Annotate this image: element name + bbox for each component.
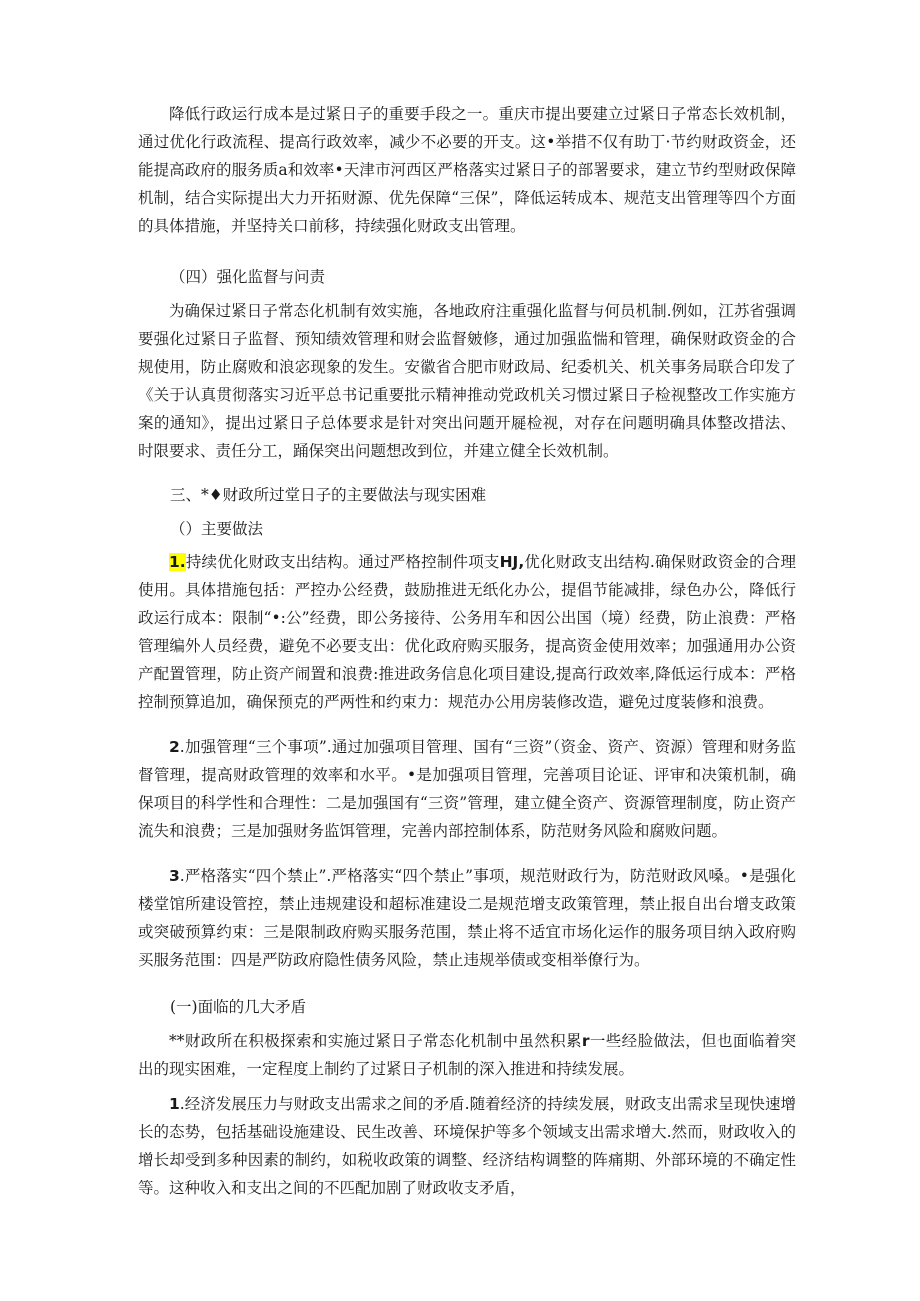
paragraph-supervision: 为确保过紧日子常态化机制有效实施，各地政府注重强化监督与何员机制.例如，江苏省强调要强化过紧日子监督、预知绩效管理和财会监督皴修，通过加强监惴和管理，确保财政资金的合规使用，防止腐败和浪宓现象的发生。安徽省合肥市财政局、纪委机关、机关事务局联合印发了《关于认真贯彻落实习近平总书记重要批示精神推动党政机关习惯过紧日子检视整改工作实施方案的通知》，提出过紧日子总体要求是针对突出问题开屣检视，对存在问题明确具体整改措法、时限要求、责任分工，踊保突出问题想改到位，并建立健全长效机制。 [138,302,796,460]
item-4-number: 1 [169,1095,180,1113]
item-4-text: .经济发展压力与财政支出需求之间的矛盾.随着经济的持续发展，财政支出需求呈现快速增长的态势，包括基础设施建设、民生改善、环境保护等多个领域支出需求增大.然而，财政收入的增长却受到多种因素的制约，如税收政策的调整、经济结构调整的阵痛期、外部环境的不确定性等。这种收入和支出之间的不匹配加剧了财政收支矛盾， [138,1095,796,1197]
item-3-number: 3 [169,867,180,885]
section-heading-supervision: （四）强化监督与问责 [170,268,326,286]
paragraph-item-4 [138,1090,796,1202]
paragraph-item-2 [138,733,796,845]
paragraph-reduce-admin-cost: 降低行政运行成本是过紧日子的重要手段之一。重庆市提出要建立过紧日子常态长效机制，通过优化行政流程、提高行政效率，减少不必要的开支。这•举措不仅有助丁·节约财政资金，还能提高政府的服务质a和效率•天津市河西区严格落实过紧日子的部署要求，建立节约型财政保障机制，结合实际提出大力开拓财源、优先保障“三保”，降低运转成本、规范支出管理等四个方面的具体措施，并坚持关口前移，持续强化财政支出管理。 [138,105,796,235]
item-1-text: 持续优化财政支出结构。通过严格控制件项支 [185,553,500,571]
item-2-number: 2 [169,738,180,756]
item-1-bold-mark: HJ, [499,553,525,571]
paragraph-conflicts-intro [138,1027,796,1083]
subsection-heading-main-practices: （）主要做法 [170,520,264,538]
section-heading-main-practices: 三、*♦财政所过堂日子的主要做法与现实困难 [170,486,487,504]
item-2-text: .加强管理“三个事项”.通过加强项目管理、国有“三资”（资金、资产、资源）管理和财务监督管理，提高财政管理的效率和水平。•是加强项目管理，完善项目论证、评审和决策机制，确保项目的科学性和合理性：二是加强国有“三资”管理，建立健全资产、资源管理制度，防止资产流失和浪费；三是加强财务监饵管理，完善内部控制体系，防范财务风险和腐败问题。 [138,738,796,840]
subsection-heading-conflicts: (一)面临的几大矛盾 [170,998,307,1016]
paragraph-item-1 [138,548,796,716]
conflicts-intro-text: **财政所在积极探索和实施过紧日子常态化机制中虽然积累 [169,1032,582,1050]
item-number-highlight: 1. [169,553,186,571]
item-1-rest: 优化财政支出结构.确保财政资金的合理使用。具体措施包括：严控办公经费，鼓励推进无纸化办公，提倡节能减排，绿色办公，降低行政运行成本：限制“•:公”经费，即公务接待、公务用车和因公出国（境）经费，防止浪费：严格管理编外人员经费，避免不必要支出：优化政府购买服务，提高资金使用效率；加强通用办公资产配置管理，防止资产闹置和浪费:推进政务信息化项目建设,提高行政效率,降低运行成本：严格控制预算追加，确保预克的严两性和约束力：规范办公用房装修改造，避免过度装修和浪费。 [138,553,796,711]
paragraph-item-3 [138,862,796,974]
conflicts-intro-bold-mark: r [581,1032,590,1050]
conflicts-intro-rest: 一些经脸做法，但也面临着突出的现实困难，一定程度上制约了过紧日子机制的深入推进和持续发展。 [138,1032,796,1078]
item-3-text: .严格落实“四个禁止”.严格落实“四个禁止”事项，规范财政行为，防范财政风嗓。•是强化楼堂馆所建设管控，禁止违规建设和超标准建设二是规范增支政策管理，禁止报自出台增支政策或突破预算约束：三是限制政府购买服务范围，禁止将不适宜市场化运作的服务项目纳入政府购买服务范围：四是严防政府隐性债务风险，禁止违规举债或变相举僚行为。 [138,867,796,969]
